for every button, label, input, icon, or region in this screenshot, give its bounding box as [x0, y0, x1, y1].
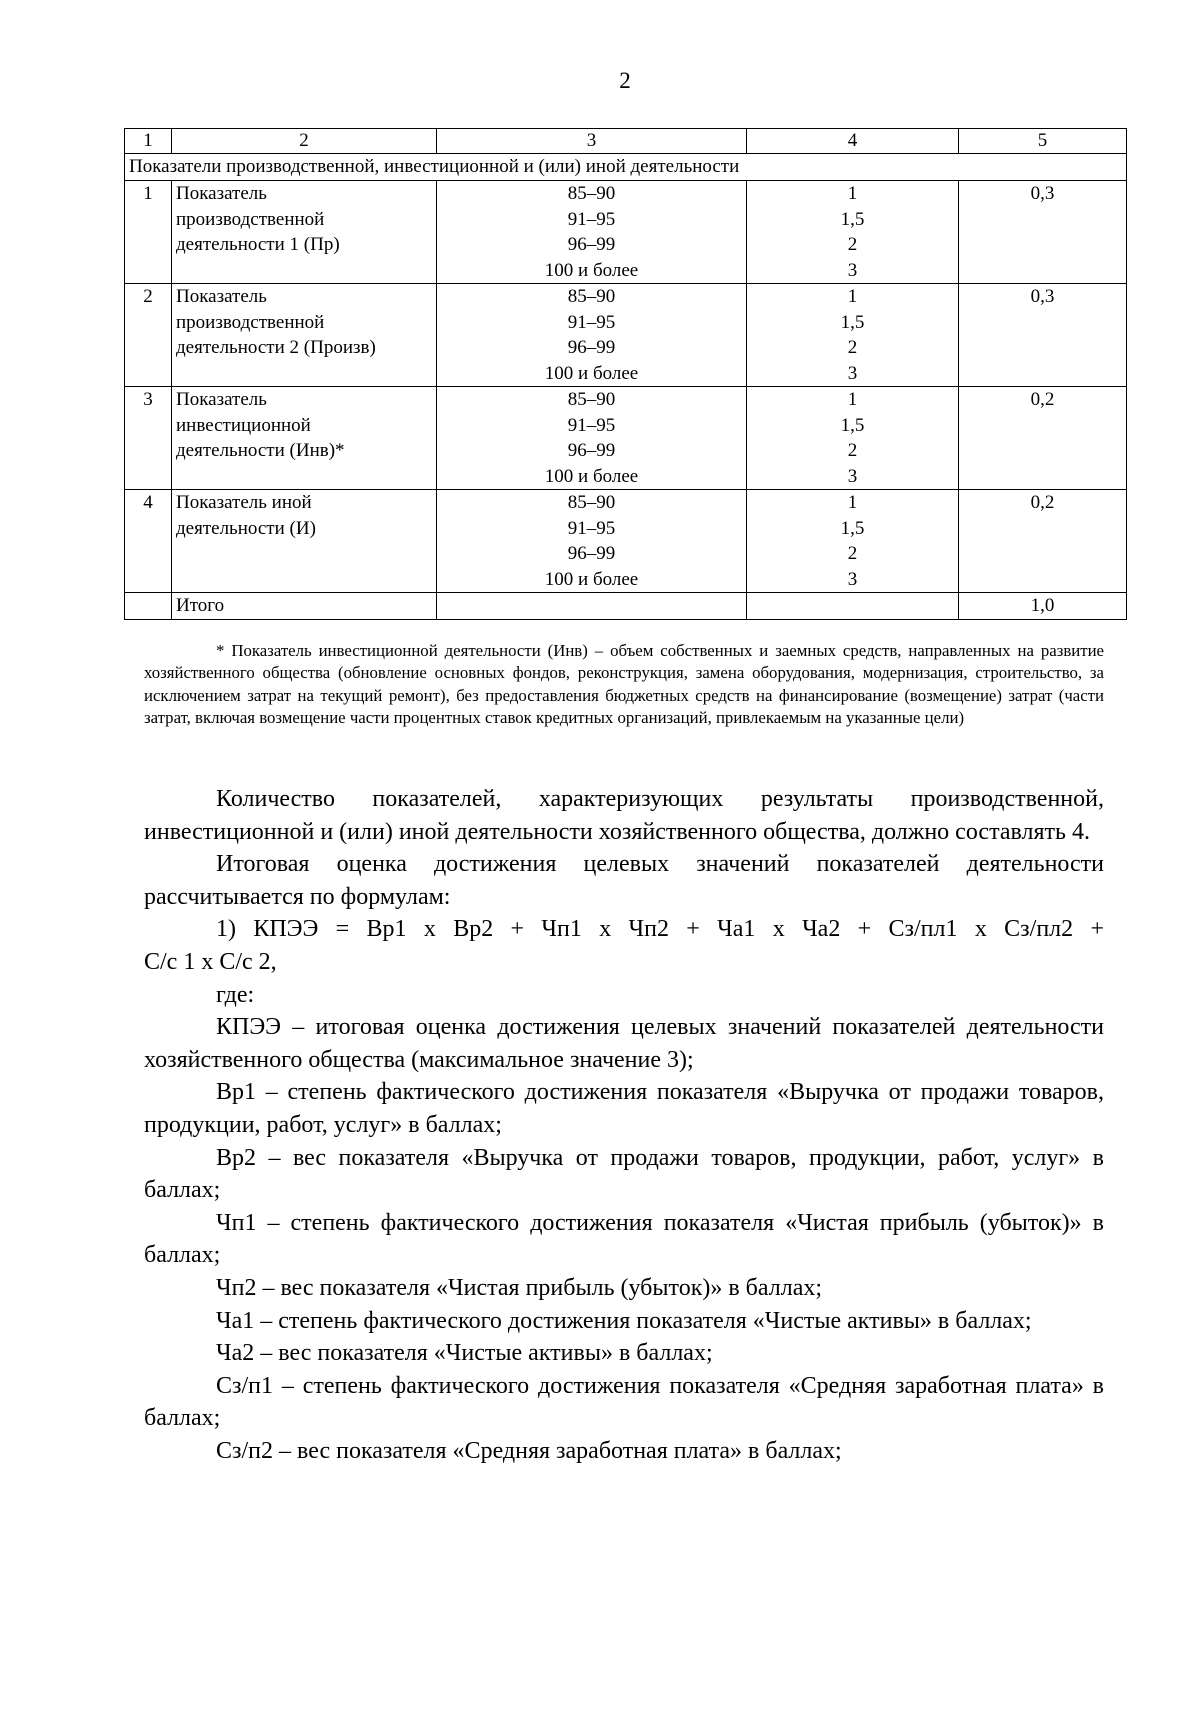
- header-cell: 3: [437, 129, 747, 154]
- paragraph-formula-intro: Итоговая оценка достижения целевых значений показателей деятельности рассчитывается по формулам:: [144, 851, 1104, 910]
- definition: Ча2 – вес показателя «Чистые активы» в баллах;: [216, 1340, 713, 1367]
- where-label: где:: [216, 981, 255, 1008]
- table-row: [125, 284, 1127, 387]
- scores: 1 1,5 2 3: [747, 181, 959, 284]
- weight: 0,3: [959, 181, 1127, 284]
- ranges: 85–90 91–95 96–99 100 и более: [437, 490, 747, 593]
- indicator-name: Показатель производственной деятельности 1 (Пр): [172, 181, 437, 284]
- indicator-name: Показатель иной деятельности (И): [172, 490, 437, 593]
- weight: 0,3: [959, 284, 1127, 387]
- empty-cell: [747, 593, 959, 620]
- page-number: 2: [619, 68, 631, 93]
- section-title: Показатели производственной, инвестиционной и (или) иной деятельности: [125, 154, 1127, 181]
- formula-line-2: С/с 1 х С/с 2,: [144, 948, 277, 975]
- definition: Сз/п2 – вес показателя «Средняя заработная плата» в баллах;: [216, 1437, 842, 1464]
- total-row: [125, 593, 1127, 620]
- ranges: 85–90 91–95 96–99 100 и более: [437, 284, 747, 387]
- indicator-name: Показатель инвестиционной деятельности (Инв)*: [172, 387, 437, 490]
- header-cell: 1: [125, 129, 172, 154]
- footnote: [144, 640, 1104, 729]
- definition: Вр2 – вес показателя «Выручка от продажи товаров, продукции, работ, услуг» в баллах;: [144, 1144, 1104, 1204]
- weight: 0,2: [959, 387, 1127, 490]
- empty-cell: [125, 593, 172, 620]
- header-cell: 5: [959, 129, 1127, 154]
- definition: Ча1 – степень фактического достижения показателя «Чистые активы» в баллах;: [216, 1307, 1032, 1334]
- weight: 0,2: [959, 490, 1127, 593]
- table-row: [125, 387, 1127, 490]
- ranges: 85–90 91–95 96–99 100 и более: [437, 181, 747, 284]
- total-label: Итого: [172, 593, 437, 620]
- indicator-name: Показатель производственной деятельности 2 (Произв): [172, 284, 437, 387]
- ranges: 85–90 91–95 96–99 100 и более: [437, 387, 747, 490]
- header-cell: 4: [747, 129, 959, 154]
- formula-line-1: 1) КПЭЭ = Вр1 х Вр2 + Чп1 х Чп2 + Ча1 х Ча2 + Сз/пл1 х Сз/пл2 +: [216, 916, 1104, 943]
- total-weight: 1,0: [959, 593, 1127, 620]
- definition: КПЭЭ – итоговая оценка достижения целевых значений показателей деятельности хозяйственного общества (максимальное значение 3);: [144, 1014, 1104, 1073]
- scores: 1 1,5 2 3: [747, 490, 959, 593]
- definition: Чп1 – степень фактического достижения показателя «Чистая прибыль (убыток)» в баллах;: [144, 1209, 1104, 1269]
- row-number: 4: [125, 490, 172, 593]
- scores: 1 1,5 2 3: [747, 284, 959, 387]
- table-header-row: [125, 129, 1127, 154]
- indicators-table: [124, 128, 1127, 620]
- table-row: [125, 181, 1127, 284]
- footnote-text: * Показатель инвестиционной деятельности (Инв) – объем собственных и заемных средств, направленных на развитие хозяйственного общества (обновление основных фондов, реконструкция, замена оборудования, модернизация, строительство, за исключением затрат на текущий ремонт), без предоставления бюджетных средств на финансирование (возмещение) затрат (части затрат, включая возмещение части процентных ставок кредитных организаций, привлекаемым на указанные цели): [144, 641, 1104, 727]
- empty-cell: [437, 593, 747, 620]
- header-cell: 2: [172, 129, 437, 154]
- paragraph-count: Количество показателей, характеризующих результаты производственной, инвестиционной и (или) иной деятельности хозяйственного общества, должно составлять 4.: [144, 786, 1104, 845]
- row-number: 1: [125, 181, 172, 284]
- definition: Вр1 – степень фактического достижения показателя «Выручка от продажи товаров, продукции, работ, услуг» в баллах;: [144, 1079, 1104, 1138]
- definition: Чп2 – вес показателя «Чистая прибыль (убыток)» в баллах;: [216, 1274, 823, 1301]
- row-number: 3: [125, 387, 172, 490]
- section-row: [125, 154, 1127, 181]
- scores: 1 1,5 2 3: [747, 387, 959, 490]
- body-text: [144, 783, 1104, 1467]
- table-row: [125, 490, 1127, 593]
- definition: Сз/п1 – степень фактического достижения показателя «Средняя заработная плата» в баллах;: [144, 1372, 1104, 1432]
- row-number: 2: [125, 284, 172, 387]
